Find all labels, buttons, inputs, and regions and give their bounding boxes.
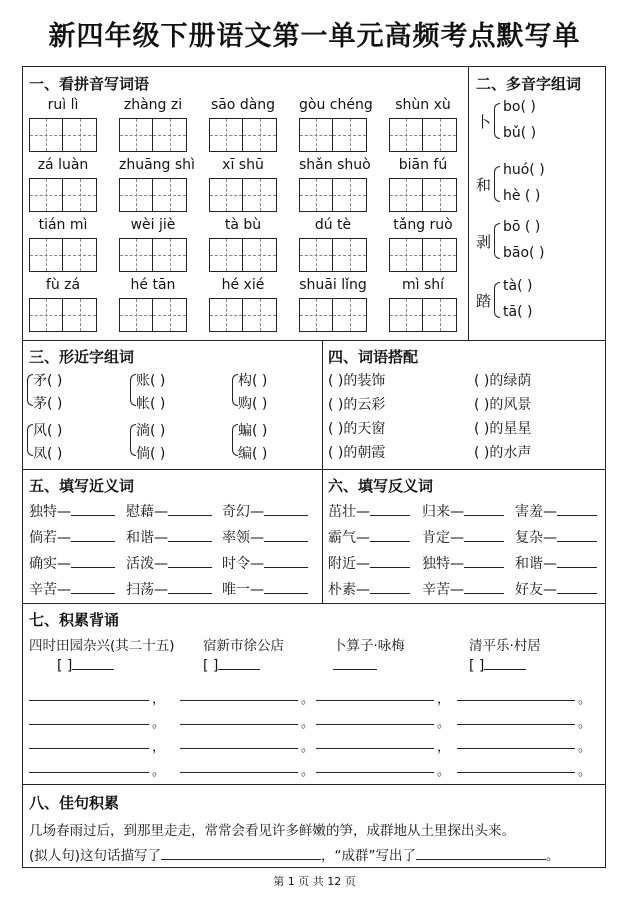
answer-blank[interactable]	[71, 567, 115, 568]
pinyin-label: dú tè	[314, 217, 352, 233]
section-heading: 八、佳句积累	[29, 794, 120, 812]
polyphone-option[interactable]: bō ( )	[503, 219, 541, 235]
answer-blank[interactable]	[168, 541, 212, 542]
grid-cell[interactable]	[243, 238, 277, 272]
answer-blank[interactable]	[370, 541, 410, 542]
word-label: 倘若—	[29, 530, 71, 546]
grid-cell[interactable]	[29, 238, 63, 272]
word-blank-item	[29, 501, 115, 521]
section-similar-chars	[23, 340, 322, 469]
section-pinyin	[23, 67, 468, 340]
word-label: 朴素—	[328, 582, 370, 598]
word-blank-item	[126, 527, 212, 547]
answer-blank[interactable]	[264, 593, 308, 594]
author-blank[interactable]	[484, 669, 526, 670]
brace	[494, 282, 500, 318]
word-blank-item	[222, 553, 308, 573]
collocation-item[interactable]: ( )的云彩	[328, 397, 386, 413]
word-label: 确实—	[29, 556, 71, 572]
word-blank-item	[222, 579, 308, 599]
word-blank-item	[126, 501, 212, 521]
grid-cell[interactable]	[153, 298, 187, 332]
section-heading: 二、多音字组词	[476, 75, 582, 93]
polyphone-option[interactable]: bāo( )	[503, 245, 545, 261]
collocation-item[interactable]: ( )的朝霞	[328, 445, 386, 461]
writing-grid[interactable]	[389, 238, 457, 272]
writing-grid[interactable]	[299, 178, 367, 212]
punctuation: 。	[301, 740, 315, 755]
grid-cell[interactable]	[209, 178, 243, 212]
writing-grid[interactable]	[29, 298, 97, 332]
grid-cell[interactable]	[333, 238, 367, 272]
word-label: 独特—	[29, 504, 71, 520]
polyphone-option[interactable]: bǔ( )	[503, 125, 537, 141]
writing-grid[interactable]	[209, 238, 277, 272]
answer-blank[interactable]	[464, 593, 504, 594]
author-blank[interactable]	[72, 669, 114, 670]
pinyin-label: zá luàn	[37, 157, 89, 173]
word-label: 和谐—	[126, 530, 168, 546]
polyphone-option[interactable]: huó( )	[503, 162, 545, 178]
grid-cell[interactable]	[423, 298, 457, 332]
word-blank-item	[328, 501, 410, 521]
word-blank-item	[126, 579, 212, 599]
word-blank-item	[422, 527, 504, 547]
section-heading: 一、看拼音写词语	[29, 75, 150, 93]
brace	[494, 103, 500, 139]
pinyin-label: shùn xù	[395, 97, 451, 113]
grid-cell[interactable]	[423, 118, 457, 152]
question-prefix: (拟人句)这句话描写了	[29, 848, 162, 864]
writing-grid[interactable]	[29, 238, 97, 272]
grid-cell[interactable]	[119, 118, 153, 152]
word-label: 唯一—	[222, 582, 264, 598]
writing-grid[interactable]	[389, 118, 457, 152]
punctuation: ，	[152, 740, 166, 755]
grid-cell[interactable]	[333, 178, 367, 212]
grid-cell[interactable]	[209, 238, 243, 272]
word-label: 霸气—	[328, 530, 370, 546]
answer-blank[interactable]	[161, 859, 321, 860]
word-label: 时令—	[222, 556, 264, 572]
answer-blank[interactable]	[168, 593, 212, 594]
punctuation: ，	[437, 740, 451, 755]
word-blank-item	[515, 553, 597, 573]
pinyin-label: shǎn shuò	[299, 157, 371, 173]
punctuation: 。	[437, 764, 451, 779]
question-mid: ，“成群”写出了	[321, 848, 417, 864]
polyphone-option[interactable]: bo( )	[503, 99, 536, 115]
section-heading: 三、形近字组词	[29, 348, 135, 366]
poem-title: 四时田园杂兴(其二十五)	[29, 638, 175, 654]
answer-blank[interactable]	[370, 515, 410, 516]
grid-cell[interactable]	[29, 298, 63, 332]
word-label: 率领—	[222, 530, 264, 546]
word-label: 慰藉—	[126, 504, 168, 520]
collocation-item[interactable]: ( )的水声	[474, 445, 532, 461]
writing-grid[interactable]	[299, 298, 367, 332]
answer-blank[interactable]	[71, 541, 115, 542]
answer-blank[interactable]	[464, 515, 504, 516]
writing-grid[interactable]	[209, 118, 277, 152]
dynasty-bracket: [ ]	[203, 658, 219, 674]
page-title: 新四年级下册语文第一单元高频考点默写单	[48, 21, 581, 52]
grid-cell[interactable]	[63, 238, 97, 272]
polyphone-option[interactable]: hè ( )	[503, 188, 541, 204]
punctuation: 。	[152, 716, 166, 731]
dynasty-bracket: [ ]	[469, 658, 485, 674]
char-pair-item[interactable]: 构( )	[238, 373, 268, 389]
grid-cell[interactable]	[389, 118, 423, 152]
grid-cell[interactable]	[243, 178, 277, 212]
answer-blank[interactable]	[264, 567, 308, 568]
word-label: 茁壮—	[328, 504, 370, 520]
pinyin-label: fù zá	[45, 277, 81, 293]
grid-cell[interactable]	[299, 238, 333, 272]
collocation-item[interactable]: ( )的装饰	[328, 373, 386, 389]
grid-cell[interactable]	[299, 178, 333, 212]
answer-blank[interactable]	[557, 541, 597, 542]
pinyin-label: sāo dàng	[210, 97, 276, 113]
punctuation: 。	[301, 764, 315, 779]
word-blank-item	[422, 501, 504, 521]
word-label: 肯定—	[422, 530, 464, 546]
writing-grid[interactable]	[299, 118, 367, 152]
pinyin-label: shuāi lǐng	[299, 277, 367, 293]
word-label: 害羞—	[515, 504, 557, 520]
pinyin-label: biān fú	[398, 157, 448, 173]
writing-grid[interactable]	[119, 238, 187, 272]
author-field[interactable]	[469, 658, 526, 674]
section-sentences	[23, 784, 605, 867]
polyphone-char: 剥	[476, 233, 492, 251]
word-label: 扫荡—	[126, 582, 168, 598]
author-blank[interactable]	[218, 669, 260, 670]
word-label: 复杂—	[515, 530, 557, 546]
section-polyphone	[468, 67, 605, 340]
char-pair-item[interactable]: 茅( )	[33, 396, 63, 412]
author-blank[interactable]	[333, 669, 377, 670]
pinyin-label: ruì lì	[47, 97, 79, 113]
punctuation: 。	[578, 692, 592, 707]
grid-cell[interactable]	[153, 178, 187, 212]
recite-line[interactable]	[29, 772, 149, 773]
pinyin-label: tà bù	[224, 217, 262, 233]
grid-cell[interactable]	[299, 298, 333, 332]
char-pair-item[interactable]: 编( )	[238, 446, 268, 462]
grid-cell[interactable]	[209, 118, 243, 152]
author-field[interactable]	[57, 658, 114, 674]
recite-line[interactable]	[316, 724, 434, 725]
answer-blank[interactable]	[557, 515, 597, 516]
word-blank-item	[515, 501, 597, 521]
polyphone-char: 和	[476, 176, 492, 194]
word-blank-item	[222, 501, 308, 521]
grid-cell[interactable]	[243, 298, 277, 332]
page-footer: 第 1 页 共 12 页	[273, 875, 356, 888]
grid-cell[interactable]	[243, 118, 277, 152]
char-pair-item[interactable]: 帐( )	[136, 396, 166, 412]
word-blank-item	[328, 579, 410, 599]
recite-line[interactable]	[316, 772, 434, 773]
author-field[interactable]	[203, 658, 260, 674]
word-blank-item	[222, 527, 308, 547]
section-synonyms	[23, 469, 322, 603]
recite-line[interactable]	[29, 700, 149, 701]
grid-cell[interactable]	[119, 178, 153, 212]
grid-cell[interactable]	[119, 298, 153, 332]
pinyin-label: hé xié	[221, 277, 265, 293]
polyphone-char: 踏	[476, 292, 492, 310]
grid-cell[interactable]	[119, 238, 153, 272]
section-recitation	[23, 603, 605, 784]
pinyin-label: tǎng ruò	[393, 217, 453, 233]
pinyin-label: zhuāng shì	[119, 157, 195, 173]
answer-blank[interactable]	[416, 859, 546, 860]
pinyin-label: mì shí	[401, 277, 445, 293]
grid-cell[interactable]	[63, 118, 97, 152]
poem-title: 宿新市徐公店	[203, 638, 284, 654]
grid-cell[interactable]	[389, 238, 423, 272]
recite-line[interactable]	[316, 748, 434, 749]
sentence-question	[29, 844, 560, 864]
answer-blank[interactable]	[264, 515, 308, 516]
pinyin-label: zhàng zi	[123, 97, 183, 113]
writing-grid[interactable]	[29, 118, 97, 152]
grid-cell[interactable]	[389, 298, 423, 332]
writing-grid[interactable]	[209, 298, 277, 332]
polyphone-char: 卜	[476, 113, 492, 131]
writing-grid[interactable]	[299, 238, 367, 272]
section-antonyms	[322, 469, 605, 603]
pinyin-label: tián mì	[38, 217, 88, 233]
answer-blank[interactable]	[370, 567, 410, 568]
collocation-item[interactable]: ( )的风景	[474, 397, 532, 413]
word-label: 辛苦—	[422, 582, 464, 598]
char-pair-item[interactable]: 购( )	[238, 396, 268, 412]
word-blank-item	[515, 579, 597, 599]
section-heading: 七、积累背诵	[29, 611, 120, 629]
sentence-text: 几场春雨过后，到那里走走，常常会看见许多鲜嫩的笋，成群地从土里探出头来。	[29, 823, 515, 839]
word-blank-item	[126, 553, 212, 573]
brace	[494, 223, 500, 259]
author-field[interactable]	[333, 658, 377, 674]
poem-title: 卜算子·咏梅	[333, 638, 405, 654]
word-blank-item	[328, 527, 410, 547]
recite-line[interactable]	[457, 700, 575, 701]
answer-blank[interactable]	[71, 515, 115, 516]
worksheet-frame	[22, 66, 606, 868]
section-heading: 六、填写反义词	[328, 477, 434, 495]
word-blank-item	[422, 553, 504, 573]
recite-line[interactable]	[457, 772, 575, 773]
pinyin-label: hé tān	[130, 277, 176, 293]
char-pair-item[interactable]: 风( )	[33, 423, 63, 439]
word-label: 附近—	[328, 556, 370, 572]
grid-cell[interactable]	[209, 298, 243, 332]
pinyin-label: wèi jiè	[130, 217, 176, 233]
word-label: 辛苦—	[29, 582, 71, 598]
grid-cell[interactable]	[423, 238, 457, 272]
word-label: 和谐—	[515, 556, 557, 572]
punctuation: 。	[578, 764, 592, 779]
punctuation: 。	[301, 716, 315, 731]
grid-cell[interactable]	[63, 298, 97, 332]
polyphone-option[interactable]: tā( )	[503, 304, 533, 320]
char-pair-item[interactable]: 淌( )	[136, 423, 166, 439]
section-heading: 四、词语搭配	[328, 348, 419, 366]
word-blank-item	[29, 553, 115, 573]
answer-blank[interactable]	[557, 593, 597, 594]
punctuation: ，	[437, 692, 451, 707]
word-blank-item	[422, 579, 504, 599]
recite-line[interactable]	[316, 700, 434, 701]
recite-line[interactable]	[180, 700, 298, 701]
punctuation: 。	[437, 716, 451, 731]
collocation-item[interactable]: ( )的天窗	[328, 421, 386, 437]
word-label: 奇幻—	[222, 504, 264, 520]
collocation-item[interactable]: ( )的绿荫	[474, 373, 532, 389]
grid-cell[interactable]	[153, 118, 187, 152]
word-label: 独特—	[422, 556, 464, 572]
char-pair-item[interactable]: 凤( )	[33, 446, 63, 462]
word-blank-item	[328, 553, 410, 573]
punctuation: 。	[301, 692, 315, 707]
answer-blank[interactable]	[168, 515, 212, 516]
section-heading: 五、填写近义词	[29, 477, 135, 495]
word-label: 归来—	[422, 504, 464, 520]
char-pair-item[interactable]: 蝙( )	[238, 423, 268, 439]
punctuation: ，	[152, 692, 166, 707]
writing-grid[interactable]	[209, 178, 277, 212]
recite-line[interactable]	[180, 772, 298, 773]
pinyin-label: xī shū	[222, 157, 264, 173]
char-pair-item[interactable]: 账( )	[136, 373, 166, 389]
recite-line[interactable]	[29, 724, 149, 725]
char-pair-item[interactable]: 矛( )	[33, 373, 63, 389]
grid-cell[interactable]	[299, 118, 333, 152]
brace	[494, 166, 500, 202]
recite-line[interactable]	[180, 724, 298, 725]
word-blank-item	[29, 527, 115, 547]
grid-cell[interactable]	[423, 178, 457, 212]
writing-grid[interactable]	[389, 298, 457, 332]
writing-grid[interactable]	[119, 298, 187, 332]
answer-blank[interactable]	[168, 567, 212, 568]
grid-cell[interactable]	[63, 178, 97, 212]
writing-grid[interactable]	[119, 118, 187, 152]
pinyin-label: gòu chéng	[299, 97, 373, 113]
answer-blank[interactable]	[557, 567, 597, 568]
grid-cell[interactable]	[333, 118, 367, 152]
punctuation: 。	[578, 716, 592, 731]
writing-grid[interactable]	[119, 178, 187, 212]
grid-cell[interactable]	[333, 298, 367, 332]
collocation-item[interactable]: ( )的星星	[474, 421, 532, 437]
grid-cell[interactable]	[153, 238, 187, 272]
grid-cell[interactable]	[29, 178, 63, 212]
word-blank-item	[29, 579, 115, 599]
poem-title: 清平乐·村居	[469, 638, 541, 654]
writing-grid[interactable]	[389, 178, 457, 212]
word-label: 活泼—	[126, 556, 168, 572]
answer-blank[interactable]	[464, 541, 504, 542]
punctuation: 。	[152, 764, 166, 779]
answer-blank[interactable]	[264, 541, 308, 542]
polyphone-option[interactable]: tà( )	[503, 278, 533, 294]
answer-blank[interactable]	[71, 593, 115, 594]
answer-blank[interactable]	[464, 567, 504, 568]
word-label: 好友—	[515, 582, 557, 598]
answer-blank[interactable]	[370, 593, 410, 594]
recite-line[interactable]	[457, 724, 575, 725]
word-blank-item	[515, 527, 597, 547]
question-end: 。	[546, 848, 560, 864]
recite-line[interactable]	[457, 748, 575, 749]
recite-line[interactable]	[180, 748, 298, 749]
char-pair-item[interactable]: 倘( )	[136, 446, 166, 462]
grid-cell[interactable]	[29, 118, 63, 152]
dynasty-bracket: [ ]	[57, 658, 73, 674]
punctuation: 。	[578, 740, 592, 755]
recite-line[interactable]	[29, 748, 149, 749]
grid-cell[interactable]	[389, 178, 423, 212]
writing-grid[interactable]	[29, 178, 97, 212]
section-collocation	[322, 340, 605, 469]
